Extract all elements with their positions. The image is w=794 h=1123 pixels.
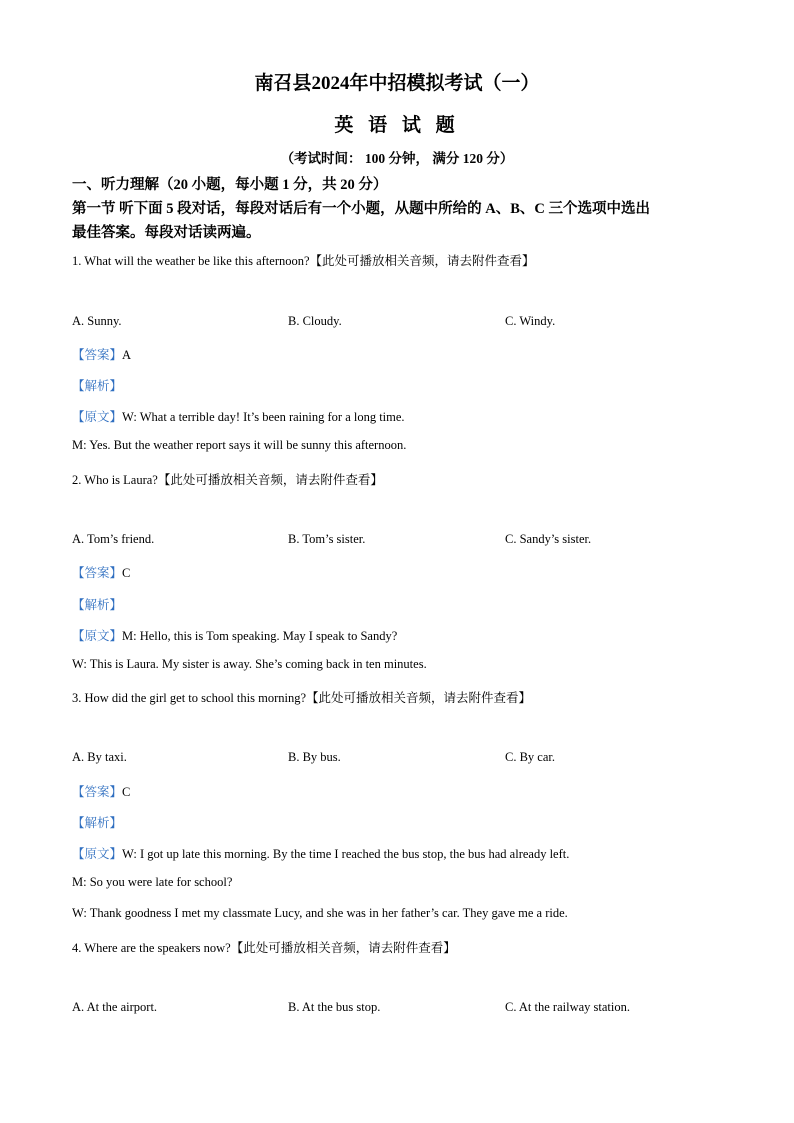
q3-dialogue-line-2: M: So you were late for school? bbox=[72, 875, 233, 889]
q2-dialogue-line-1 bbox=[72, 626, 397, 644]
question-stem-3: 3. How did the girl get to school this morning?【此处可播放相关音频，请去附件查看】 bbox=[72, 691, 532, 705]
q1-analysis-label: 【解析】 bbox=[72, 379, 123, 393]
instruction-line-1: 第一节 听下面 5 段对话，每段对话后有一个小题，从题中所给的 A、B、C 三个选项中选出 bbox=[72, 201, 650, 217]
q2-answer bbox=[72, 563, 130, 581]
q2-option-a: A. Tom’s friend. bbox=[72, 532, 155, 546]
exam-time-info: （考试时间： 100 分钟， 满分 120 分） bbox=[280, 151, 514, 166]
q3-option-b: B. By bus. bbox=[288, 750, 341, 764]
answer-value: A bbox=[122, 348, 132, 362]
original-label: 【原文】 bbox=[72, 410, 123, 424]
section-heading: 一、听力理解（20 小题，每小题 1 分，共 20 分） bbox=[72, 177, 388, 193]
answer-label: 【答案】 bbox=[72, 566, 123, 580]
page-subtitle: 英 语 试 题 bbox=[334, 115, 460, 136]
q2-option-c: C. Sandy’s sister. bbox=[505, 532, 592, 546]
q4-option-b: B. At the bus stop. bbox=[288, 1000, 381, 1014]
q3-option-c: C. By car. bbox=[505, 750, 555, 764]
dialogue-text: W: I got up late this morning. By the time I reached the bus stop, the bus had already left. bbox=[122, 847, 570, 861]
page-title: 南召县2024年中招模拟考试（一） bbox=[254, 73, 540, 94]
original-label: 【原文】 bbox=[72, 629, 123, 643]
q1-option-a: A. Sunny. bbox=[72, 314, 122, 328]
instruction-line-2: 最佳答案。每段对话读两遍。 bbox=[72, 225, 261, 241]
q1-option-c: C. Windy. bbox=[505, 314, 556, 328]
answer-label: 【答案】 bbox=[72, 348, 123, 362]
q4-option-a: A. At the airport. bbox=[72, 1000, 158, 1014]
q3-dialogue-line-1 bbox=[72, 844, 569, 862]
q3-analysis-label: 【解析】 bbox=[72, 816, 123, 830]
q2-analysis-label: 【解析】 bbox=[72, 598, 123, 612]
q1-option-b: B. Cloudy. bbox=[288, 314, 342, 328]
question-stem-2: 2. Who is Laura?【此处可播放相关音频，请去附件查看】 bbox=[72, 473, 383, 487]
question-stem-4: 4. Where are the speakers now?【此处可播放相关音频，请去附件查看】 bbox=[72, 941, 456, 955]
q3-answer bbox=[72, 782, 130, 800]
q1-dialogue-line-1 bbox=[72, 407, 405, 425]
answer-value: C bbox=[122, 785, 131, 799]
q1-answer bbox=[72, 345, 131, 363]
question-stem-1: 1. What will the weather be like this afternoon?【此处可播放相关音频，请去附件查看】 bbox=[72, 254, 535, 268]
original-label: 【原文】 bbox=[72, 847, 123, 861]
q4-option-c: C. At the railway station. bbox=[505, 1000, 630, 1014]
q2-dialogue-line-2: W: This is Laura. My sister is away. She’s coming back in ten minutes. bbox=[72, 657, 427, 671]
q3-dialogue-line-3: W: Thank goodness I met my classmate Lucy, and she was in her father’s car. They gave me a ride. bbox=[72, 906, 568, 920]
answer-label: 【答案】 bbox=[72, 785, 123, 799]
q2-option-b: B. Tom’s sister. bbox=[288, 532, 366, 546]
q3-option-a: A. By taxi. bbox=[72, 750, 127, 764]
dialogue-text: M: Hello, this is Tom speaking. May I speak to Sandy? bbox=[122, 629, 398, 643]
q1-dialogue-line-2: M: Yes. But the weather report says it will be sunny this afternoon. bbox=[72, 438, 407, 452]
answer-value: C bbox=[122, 566, 131, 580]
dialogue-text: W: What a terrible day! It’s been raining for a long time. bbox=[122, 410, 405, 424]
